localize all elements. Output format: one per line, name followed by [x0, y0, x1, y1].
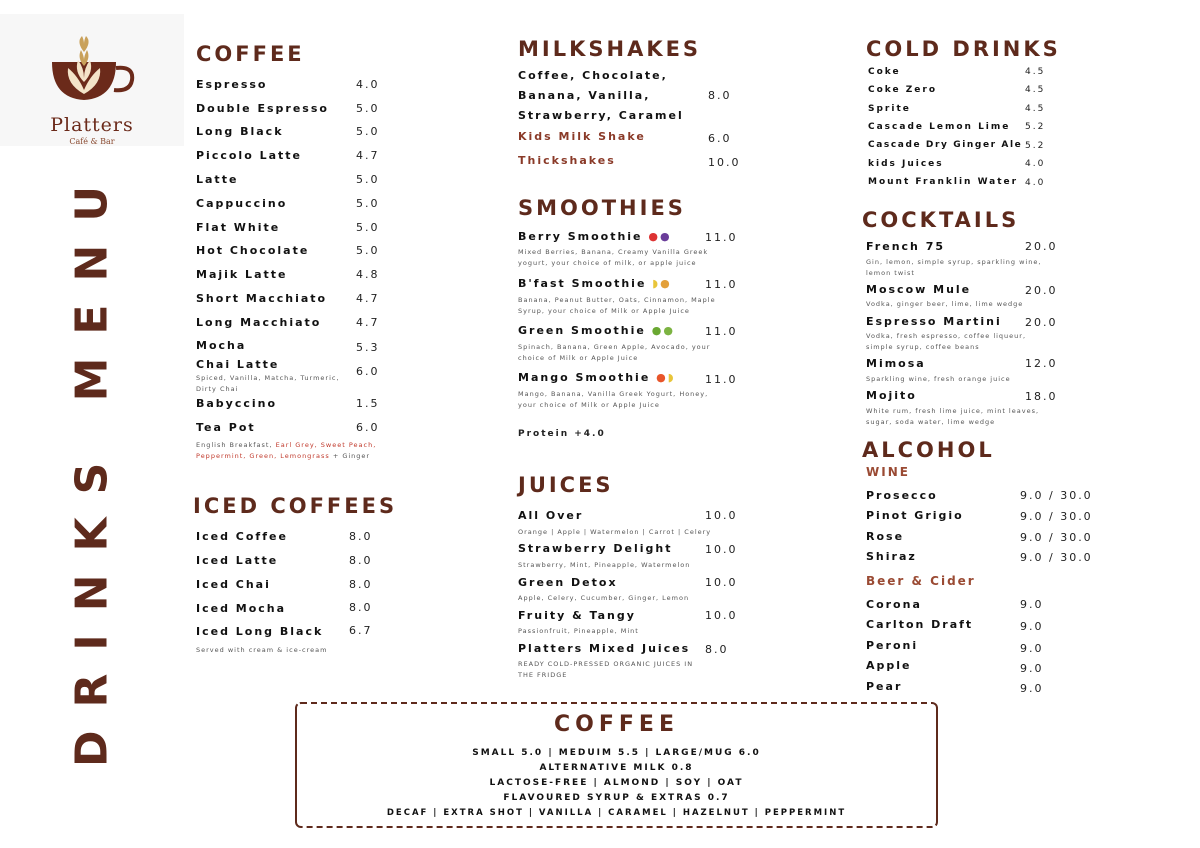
menu-item-name: Peroni	[866, 639, 919, 652]
menu-item-description: Orange | Apple | Watermelon | Carrot | Celery	[518, 528, 712, 536]
menu-item-name: Green Detox	[518, 576, 618, 589]
menu-item-name: Short Macchiato	[196, 292, 328, 305]
strawberry-icon: ●	[648, 230, 660, 243]
menu-item-price: 5.0	[356, 173, 380, 186]
menu-item-name: Shiraz	[866, 550, 917, 563]
menu-item-price: 4.5	[1025, 104, 1046, 114]
menu-item-price: 4.7	[356, 316, 380, 329]
menu-item-price: 8.0	[705, 643, 729, 656]
menu-item-price: 9.0	[1020, 642, 1044, 655]
menu-item-name: Green Smoothie ●●	[518, 324, 675, 337]
menu-item-name: Prosecco	[866, 489, 938, 502]
logo	[0, 14, 184, 146]
menu-item-description: Banana, Peanut Butter, Oats, Cinnamon, Maple Syrup, your choice of Milk or Apple Juice	[518, 296, 716, 315]
protein-addon: Protein +4.0	[518, 429, 606, 439]
latte-art-cup-icon	[44, 32, 140, 114]
menu-item-name: Latte	[196, 173, 239, 186]
menu-item-price: 8.0	[708, 89, 732, 102]
menu-item-name: Kids Milk Shake	[518, 130, 646, 143]
alcohol-heading: ALCOHOL	[862, 438, 995, 462]
menu-item-name: Long Black	[196, 125, 284, 138]
menu-item-price: 4.0	[1025, 159, 1046, 169]
menu-item-price: 9.0	[1020, 598, 1044, 611]
menu-item-name: Carlton Draft	[866, 618, 974, 631]
menu-item-price: 4.5	[1025, 67, 1046, 77]
menu-item-name: Corona	[866, 598, 922, 611]
brand-tagline: Café & Bar	[69, 137, 115, 146]
menu-item-description: Gin, lemon, simple syrup, sparkling wine, lemon twist	[866, 258, 1042, 277]
menu-item-name: Piccolo Latte	[196, 149, 302, 162]
menu-item-name: Strawberry Delight	[518, 542, 673, 555]
cold-drinks-heading: COLD DRINKS	[866, 37, 1061, 61]
coffee-extras-title: COFFEE	[554, 712, 679, 737]
iced-coffees-heading: ICED COFFEES	[193, 494, 398, 518]
menu-item-name: Pinot Grigio	[866, 509, 964, 522]
tea-options-description: English Breakfast, Earl Grey, Sweet Peach, Peppermint, Green, Lemongrass + Ginger	[196, 441, 377, 460]
menu-item-price: 10.0	[705, 509, 738, 522]
milkshake-flavours: Banana, Vanilla,	[518, 89, 651, 102]
smoothies-heading: SMOOTHIES	[518, 196, 686, 220]
menu-item-name: Hot Chocolate	[196, 244, 310, 257]
menu-item-name: Majik Latte	[196, 268, 288, 281]
menu-item-price: 5.3	[356, 341, 380, 354]
menu-item-price: 10.0	[708, 156, 741, 169]
coffee-extras-line: DECAF | EXTRA SHOT | VANILLA | CARAMEL | HAZELNUT | PEPPERMINT	[386, 808, 847, 818]
menu-item-price: 20.0	[1025, 284, 1058, 297]
menu-item-description: Apple, Celery, Cucumber, Ginger, Lemon	[518, 594, 690, 602]
menu-item-price: 5.0	[356, 102, 380, 115]
menu-item-price: 11.0	[705, 325, 738, 338]
menu-item-price: 11.0	[705, 373, 738, 386]
menu-item-price: 4.5	[1025, 85, 1046, 95]
menu-item-name: Long Macchiato	[196, 316, 322, 329]
menu-item-description: Sparkling wine, fresh orange juice	[866, 375, 1011, 383]
menu-item-price: 11.0	[705, 231, 738, 244]
menu-item-name: Flat White	[196, 221, 281, 234]
wine-subheading: WINE	[866, 465, 910, 479]
menu-item-name: Cascade Lemon Lime	[868, 122, 1011, 132]
coffee-heading: COFFEE	[196, 42, 305, 66]
menu-item-price: 9.0 / 30.0	[1020, 531, 1093, 544]
menu-item-price: 5.0	[356, 125, 380, 138]
beer-cider-subheading: Beer & Cider	[866, 574, 976, 588]
menu-item-name: Pear	[866, 680, 903, 693]
menu-item-name: Mango Smoothie ●◗	[518, 371, 676, 384]
menu-item-price: 18.0	[1025, 390, 1058, 403]
menu-item-name: Iced Coffee	[196, 530, 288, 543]
menu-item-name: Babyccino	[196, 397, 278, 410]
menu-item-description: Spinach, Banana, Green Apple, Avocado, your choice of Milk or Apple Juice	[518, 343, 711, 362]
menu-item-price: 1.5	[356, 397, 380, 410]
pancake-icon: ●	[660, 277, 672, 290]
menu-item-name: Moscow Mule	[866, 283, 972, 296]
banana-icon: ◗	[652, 277, 661, 290]
menu-item-name: Iced Mocha	[196, 602, 287, 615]
menu-item-name: kids Juices	[868, 159, 944, 169]
milkshakes-heading: MILKSHAKES	[518, 37, 702, 61]
menu-item-description: READY COLD-PRESSED ORGANIC JUICES IN THE FRIDGE	[518, 660, 694, 679]
menu-item-price: 4.8	[356, 268, 380, 281]
menu-item-description: Mango, Banana, Vanilla Greek Yogurt, Honey, your choice of Milk or Apple Juice	[518, 390, 709, 409]
menu-item-price: 8.0	[349, 530, 373, 543]
coffee-extras-line: SMALL 5.0 | MEDUIM 5.5 | LARGE/MUG 6.0	[472, 748, 761, 758]
iced-coffee-note: Served with cream & ice-cream	[196, 646, 328, 654]
avocado-icon: ●	[663, 324, 675, 337]
menu-item-name: Thickshakes	[518, 154, 616, 167]
cocktails-heading: COCKTAILS	[862, 208, 1020, 232]
menu-item-name: Mount Franklin Water	[868, 177, 1019, 187]
menu-item-name: Coke Zero	[868, 85, 938, 95]
menu-item-price: 4.7	[356, 149, 380, 162]
pickle-icon: ●	[651, 324, 664, 337]
menu-item-price: 6.7	[349, 624, 373, 637]
menu-item-price: 20.0	[1025, 316, 1058, 329]
menu-item-name: Iced Latte	[196, 554, 279, 567]
menu-item-name: Berry Smoothie ●●	[518, 230, 672, 243]
menu-item-description: Spiced, Vanilla, Matcha, Turmeric, Dirty Chai	[196, 374, 340, 393]
mango-icon: ●	[656, 371, 668, 384]
menu-item-name: Cappuccino	[196, 197, 288, 210]
menu-item-price: 4.7	[356, 292, 380, 305]
menu-item-price: 12.0	[1025, 357, 1058, 370]
drinks-menu-title: DRINKS MENU	[66, 162, 118, 768]
menu-item-name: Mocha	[196, 339, 247, 352]
menu-item-name: Apple	[866, 659, 912, 672]
menu-item-price: 9.0	[1020, 662, 1044, 675]
menu-item-description: Passionfruit, Pineapple, Mint	[518, 627, 639, 635]
menu-item-price: 5.2	[1025, 141, 1046, 151]
menu-item-name: Fruity & Tangy	[518, 609, 636, 622]
menu-item-name: Mimosa	[866, 357, 926, 370]
menu-item-price: 9.0	[1020, 620, 1044, 633]
menu-item-name: Espresso Martini	[866, 315, 1002, 328]
menu-item-description: Mixed Berries, Banana, Creamy Vanilla Greek yogurt, your choice of milk, or apple juice	[518, 248, 709, 267]
menu-item-name: Espresso	[196, 78, 268, 91]
coffee-extras-line: LACTOSE-FREE | ALMOND | SOY | OAT	[489, 778, 744, 788]
brand-name: Platters	[50, 114, 134, 136]
menu-item-description: Vodka, fresh espresso, coffee liqueur, simple syrup, coffee beans	[866, 332, 1027, 351]
menu-item-price: 20.0	[1025, 240, 1058, 253]
menu-item-price: 9.0 / 30.0	[1020, 551, 1093, 564]
menu-item-price: 4.0	[356, 78, 380, 91]
menu-item-price: 9.0 / 30.0	[1020, 489, 1093, 502]
menu-item-price: 5.0	[356, 221, 380, 234]
menu-item-name: Coke	[868, 67, 901, 77]
milkshake-flavours: Coffee, Chocolate,	[518, 69, 668, 82]
menu-item-name: Sprite	[868, 104, 911, 114]
menu-item-name: Chai Latte	[196, 358, 280, 371]
menu-item-price: 10.0	[705, 543, 738, 556]
menu-item-name: Cascade Dry Ginger Ale	[868, 140, 1023, 150]
juices-heading: JUICES	[518, 473, 614, 497]
menu-item-description: Vodka, ginger beer, lime, lime wedge	[866, 300, 1024, 308]
menu-item-price: 9.0 / 30.0	[1020, 510, 1093, 523]
menu-item-name: Double Espresso	[196, 102, 329, 115]
coffee-extras-line: ALTERNATIVE MILK 0.8	[539, 763, 694, 773]
menu-item-name: Platters Mixed Juices	[518, 642, 691, 655]
menu-item-name: Mojito	[866, 389, 917, 402]
menu-item-description: White rum, fresh lime juice, mint leaves, sugar, soda water, lime wedge	[866, 407, 1040, 426]
menu-item-name: French 75	[866, 240, 946, 253]
menu-item-price: 8.0	[349, 578, 373, 591]
menu-item-name: All Over	[518, 509, 584, 522]
coffee-extras-line: FLAVOURED SYRUP & EXTRAS 0.7	[503, 793, 730, 803]
menu-item-price: 8.0	[349, 554, 373, 567]
menu-item-price: 8.0	[349, 601, 373, 614]
menu-item-name: Tea Pot	[196, 421, 256, 434]
milkshake-flavours: Strawberry, Caramel	[518, 109, 684, 122]
menu-item-price: 5.0	[356, 197, 380, 210]
menu-item-price: 9.0	[1020, 682, 1044, 695]
menu-item-name: Rose	[866, 530, 905, 543]
banana-icon: ◗	[667, 371, 676, 384]
menu-item-price: 10.0	[705, 576, 738, 589]
menu-item-price: 10.0	[705, 609, 738, 622]
menu-item-price: 6.0	[708, 132, 732, 145]
grapes-icon: ●	[659, 230, 672, 243]
menu-item-price: 4.0	[1025, 178, 1046, 188]
menu-item-name: Iced Long Black	[196, 625, 324, 638]
menu-item-price: 11.0	[705, 278, 738, 291]
menu-item-description: Strawberry, Mint, Pineapple, Watermelon	[518, 561, 691, 569]
menu-item-price: 5.0	[356, 244, 380, 257]
coffee-extras-box	[295, 702, 938, 828]
menu-item-price: 6.0	[356, 365, 380, 378]
menu-item-price: 6.0	[356, 421, 380, 434]
menu-item-name: B'fast Smoothie ◗●	[518, 277, 672, 290]
menu-item-price: 5.2	[1025, 122, 1046, 132]
menu-item-name: Iced Chai	[196, 578, 271, 591]
